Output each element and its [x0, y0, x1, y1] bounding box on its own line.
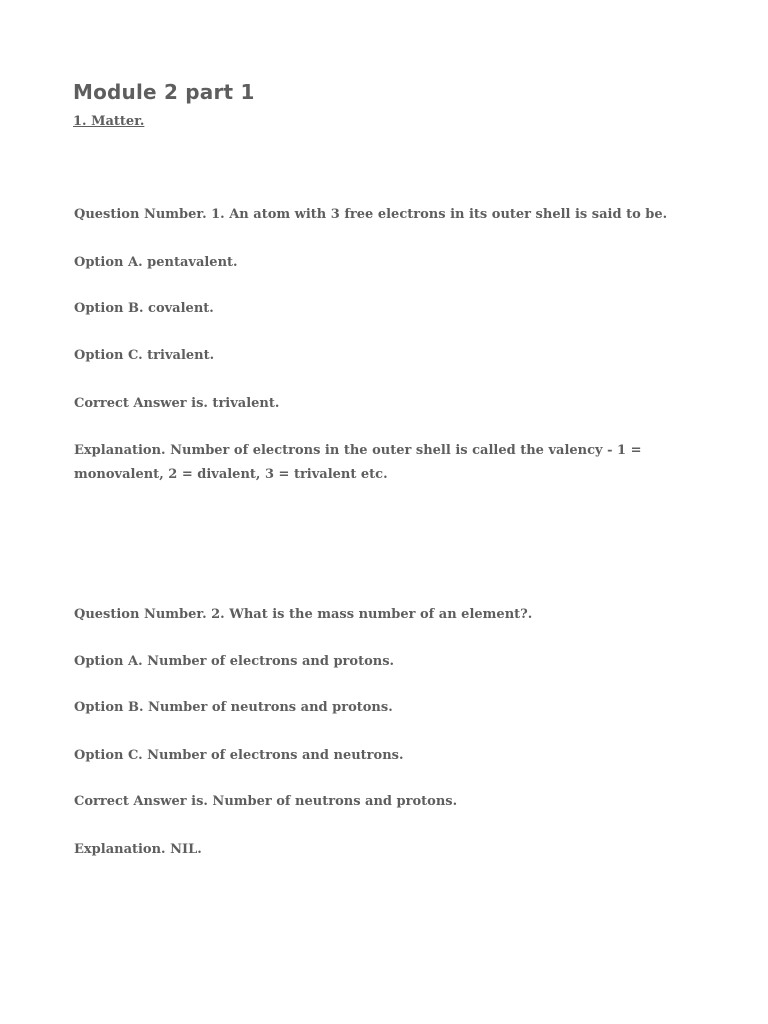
question-2-explanation: Explanation. NIL. [74, 842, 202, 857]
question-2-option-c: Option C. Number of electrons and neutrons. [74, 748, 404, 763]
question-2-option-b: Option B. Number of neutrons and protons. [74, 700, 393, 715]
question-2-correct-answer: Correct Answer is. Number of neutrons and protons. [74, 794, 458, 809]
question-1-text: Question Number. 1. An atom with 3 free electrons in its outer shell is said to be. [74, 207, 668, 222]
section-heading: 1. Matter. [73, 114, 145, 129]
question-1-option-b: Option B. covalent. [74, 301, 214, 316]
question-2-option-a: Option A. Number of electrons and protons. [74, 654, 395, 669]
question-1-option-c: Option C. trivalent. [74, 348, 215, 363]
question-2-text: Question Number. 2. What is the mass number of an element?. [74, 607, 533, 622]
document-title: Module 2 part 1 [73, 80, 255, 104]
question-1-option-a: Option A. pentavalent. [74, 255, 238, 270]
question-1-explanation: Explanation. Number of electrons in the outer shell is called the valency - 1 = monovalent, 2 = divalent, 3 = trivalent etc. [74, 443, 642, 482]
question-1-correct-answer: Correct Answer is. trivalent. [74, 396, 280, 411]
